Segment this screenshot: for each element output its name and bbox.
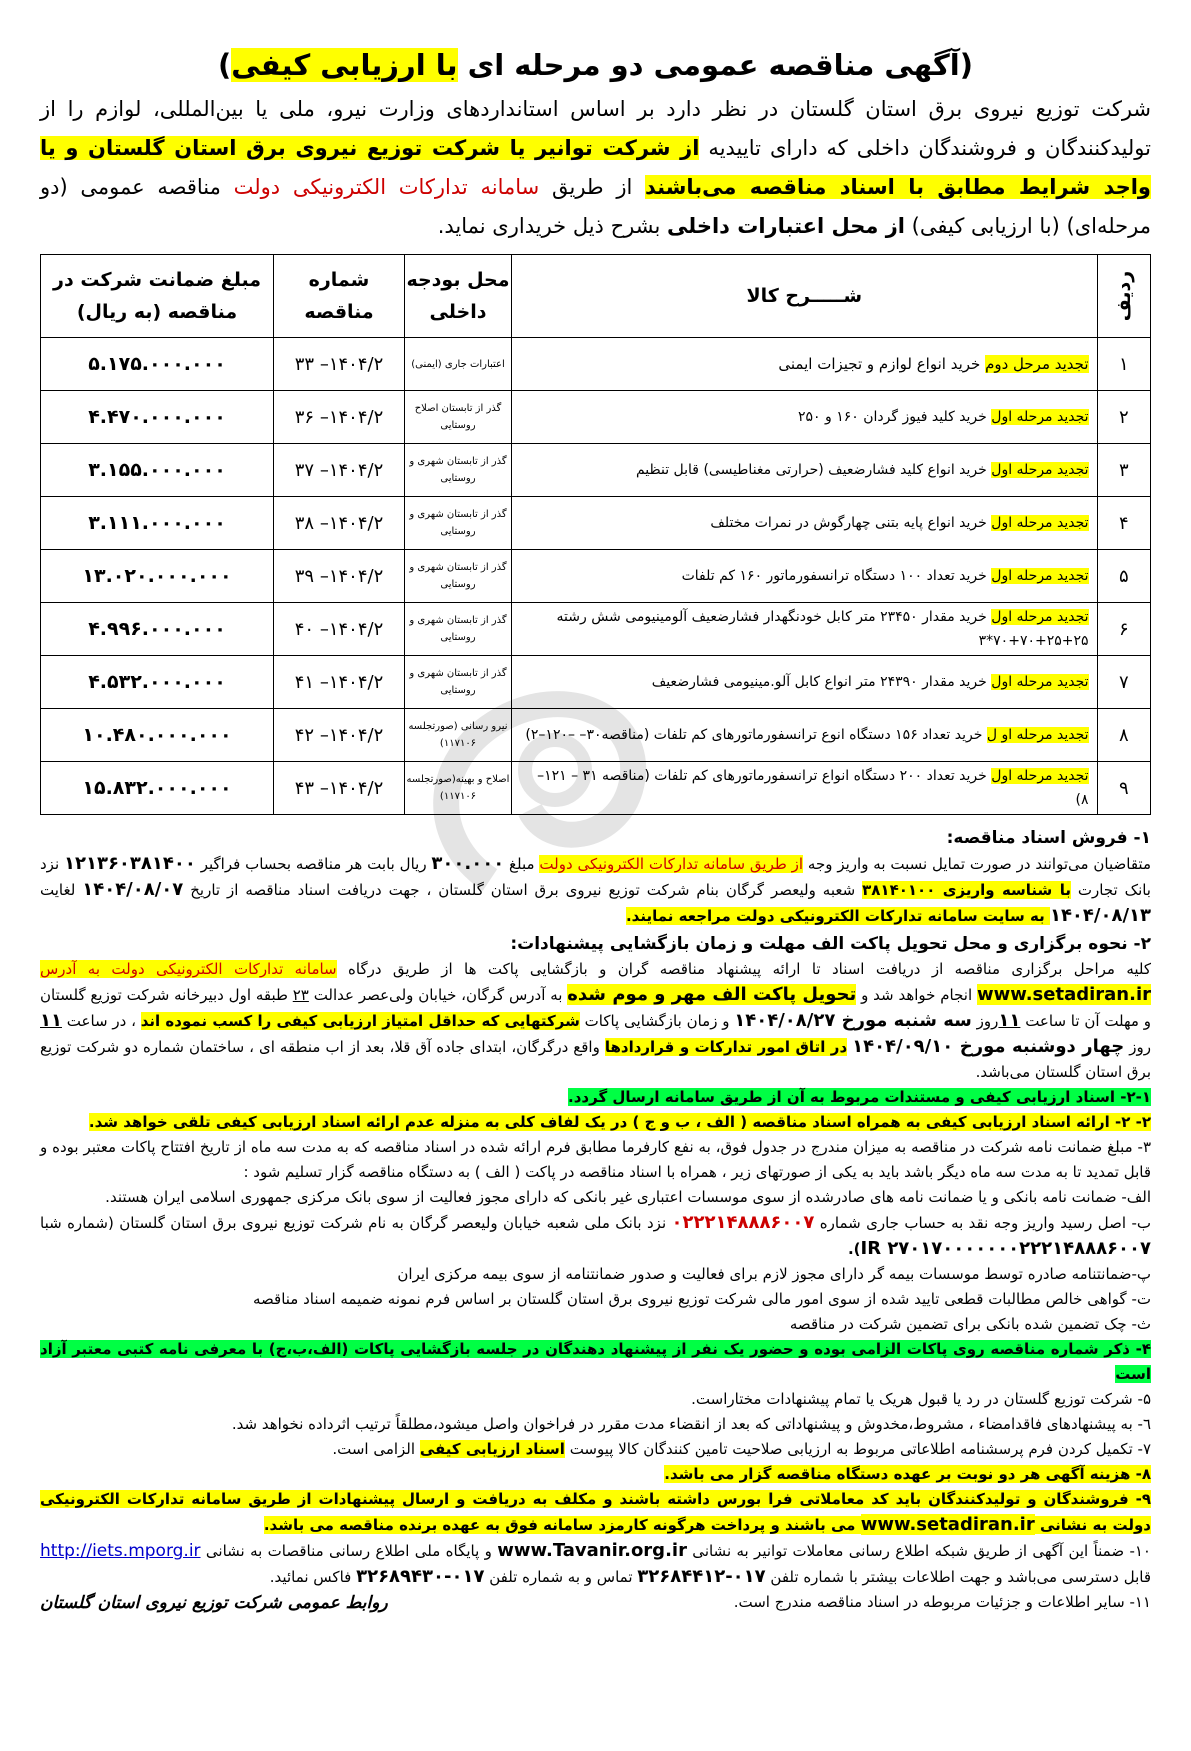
section-2-body: کلیه مراحل برگزاری مناقصه از دریافت اسناد تا ارائه پیشنهاد مناقصه گران و بازگشایی پاکت ها از طریق درگاه سامانه تدارکات الکترونیکی دولت به آدرس www.setadiran.ir انجام خواهد شد و تحویل پاکت الف مهر و موم شده به آدرس گرگان، خیابان ولی‌عصر عدالت ۲۳ طبقه اول دبیرخانه شرکت توزیع گلستان و مهلت آن تا ساعت ۱۱روز سه شنبه مورخ ۱۴۰۴/۰۸/۲۷ و زمان بازگشایی پاکات شرکتهایی که حداقل امتیاز ارزیابی کیفی را کسب نموده اند ، در ساعت ۱۱ روز چهار دوشنبه مورخ ۱۴۰۴/۰۹/۱۰ در اتاق امور تدارکات و قراردادها واقع درگرگان، ابتدای جاده آق قلا، بعد از اب منطقه ای ، ساختمان شماره دو شرکت توزیع برق استان گلستان می‌باشد.: [40, 960, 1152, 1081]
row-budget: گذر از تابستان شهری و روستایی: [405, 550, 512, 603]
row-index: ۹: [1097, 762, 1150, 815]
signature: روابط عمومی شرکت توزیع نیروی استان گلستان: [40, 1592, 388, 1613]
iets-link[interactable]: http://iets.mporg.ir: [40, 1541, 201, 1561]
row-index: ۳: [1097, 444, 1150, 497]
section-3-alef: الف- ضمانت نامه بانکی و یا ضمانت نامه های صادرشده از سوی موسسات اعتباری غیر بانکی که دارای مجوز فعالیت از سوی بانک مرکزی جمهوری اسلامی ایران هستند.: [105, 1188, 1151, 1206]
header-description: شـــــرح کالا: [512, 255, 1098, 338]
table-header-row: [41, 255, 1151, 338]
notice-title: (آگهی مناقصه عمومی دو مرحله ای با ارزیابی کیفی): [218, 48, 973, 82]
section-4: ۴- ذکر شماره مناقصه روی پاکات الزامی بوده و حضور یک نفر از پیشنهاد دهندگان در جلسه بازگشایی پاکات (الف،ب،ج) با معرفی نامه کتبی معتبر آزاد است: [40, 1340, 1151, 1383]
row-description: تجدید مرحله اول خرید مقدار ۲۴۳۹۰ متر انواع کابل آلو.مینیومی فشارضعیف: [512, 656, 1098, 709]
section-6: ٦- به پیشنهادهای فاقدامضاء ، مشروط،مخدوش و پیشنهاداتی که بعد از انقضاء مدت مقرر در فراخوان واصل میشود،مطلقاً ترتیب اثرداده نخواهد شد.: [231, 1415, 1151, 1433]
tender-notice-page: [40, 0, 1151, 1615]
row-guarantee-amount: ۱۵.۸۳۲.۰۰۰.۰۰۰: [41, 762, 274, 815]
row-tender-number: ۱۴۰۴/۲– ۴۱: [274, 656, 405, 709]
table-row: [41, 444, 1151, 497]
row-budget: گذر از تابستان شهری و روستایی: [405, 656, 512, 709]
table-row: [41, 550, 1151, 603]
intro-paragraph: شرکت توزیع نیروی برق استان گلستان در نظر دارد بر اساس استانداردهای وزارت نیرو، ملی یا بین‌المللی، لوازم را از تولیدکنندگان و فروشندگان داخلی که دارای تاییدیه از شرکت توانیر یا شرکت توزیع نیروی برق استان گلستان و یا واجد شرایط مطابق با اسناد مناقصه می‌باشند از طریق سامانه تدارکات الکترونیکی دولت مناقصه عمومی (دو مرحله‌ای) (با ارزیابی کیفی) از محل اعتبارات داخلی بشرح ذیل خریداری نماید.: [40, 97, 1151, 238]
section-3-pe: پ-ضمانتنامه صادره توسط موسسات بیمه گر دارای مجوز لازم برای فعالیت و صدور ضمانتنامه از سوی بیمه مرکزی ایران: [397, 1265, 1151, 1283]
header-row-number: ردیف: [1097, 255, 1150, 338]
header-tender-number: شماره مناقصه: [274, 255, 405, 338]
section-3-main: ۳- مبلغ ضمانت نامه شرکت در مناقصه به میزان مندرج در جدول فوق، به نفع کارفرما مطابق فرم ارائه شده در اسناد مناقصه که به مدت سه ماه از تاریخ افتتاح پاکات معتبر بوده و قابل تمدید تا به مدت سه ماه دیگر باشد باید به یکی از صورتهای زیر ، همراه با اسناد مناقصه در پاکت ( الف ) به دستگاه مناقصه گزار تسلیم شود :: [40, 1138, 1151, 1181]
row-guarantee-amount: ۴.۹۹۶.۰۰۰.۰۰۰: [41, 603, 274, 656]
section-7: ۷- تکمیل کردن فرم پرسشنامه اطلاعاتی مربوط به ارزیابی صلاحیت تامین کنندگان کالا پیوست اسناد ارزیابی کیفی الزامی است.: [332, 1440, 1151, 1458]
row-description: تجدید مرحله اول خرید تعداد ۱۰۰ دستگاه ترانسفورماتور ۱۶۰ کم تلفات: [512, 550, 1098, 603]
row-tender-number: ۱۴۰۴/۲– ۳۷: [274, 444, 405, 497]
row-description: تجدید مرحله اول خرید مقدار ۲۳۴۵۰ متر کابل خودنگهدار فشارضعیف آلومینیومی شش رشته ۲۵+۲۵+۷۰+۷۰*۳: [512, 603, 1098, 656]
table-row: [41, 762, 1151, 815]
table-row: [41, 709, 1151, 762]
header-guarantee-amount: مبلغ ضمانت شرکت در مناقصه (به ریال): [41, 255, 274, 338]
row-description: تجدید مرحله اول خرید انواع پایه بتنی چهارگوش در نمرات مختلف: [512, 497, 1098, 550]
table-row: [41, 338, 1151, 391]
table-row: [41, 656, 1151, 709]
section-9: ۹- فروشندگان و تولیدکنندگان باید کد معاملاتی فرا بورس داشته باشند و مکلف به دریافت و ارسال پیشنهادات از طریق سامانه تدارکات الکترونیکی دولت به نشانی www.setadiran.ir می باشند و پرداخت هرگونه کارمزد سامانه فوق به عهده برنده مناقصه می باشد.: [40, 1490, 1151, 1535]
section-2-2: ۲- ۲- ارائه اسناد ارزیابی کیفی به همراه اسناد مناقصه ( الف ، ب و ج ) در یک لفاف کلی به منزله عدم ارائه اسناد ارزیابی کیفی تلقی خواهد شد.: [88, 1113, 1151, 1131]
row-guarantee-amount: ۴.۵۳۲.۰۰۰.۰۰۰: [41, 656, 274, 709]
section-3-se: ث- چک تضمین شده بانکی برای تضمین شرکت در مناقصه: [789, 1315, 1151, 1333]
setadiran-link-2[interactable]: www.setadiran.ir: [860, 1514, 1035, 1535]
row-budget: گذر از تابستان شهری و روستایی: [405, 497, 512, 550]
row-tender-number: ۱۴۰۴/۲– ۳۹: [274, 550, 405, 603]
footer-line: [40, 1590, 1151, 1615]
table-row: [41, 391, 1151, 444]
row-tender-number: ۱۴۰۴/۲– ۳۸: [274, 497, 405, 550]
row-guarantee-amount: ۱۳.۰۲۰.۰۰۰.۰۰۰: [41, 550, 274, 603]
row-description: تجدید مرحل دوم خرید انواع لوازم و تجیزات ایمنی: [512, 338, 1098, 391]
row-budget: نیرو رسانی (صورتجلسه ۱۱۷۱۰۶): [405, 709, 512, 762]
row-index: ۵: [1097, 550, 1150, 603]
row-budget: اعتبارات جاری (ایمنی): [405, 338, 512, 391]
header-budget: محل بودجه داخلی: [405, 255, 512, 338]
setadiran-link[interactable]: www.setadiran.ir: [976, 984, 1152, 1005]
row-index: ۲: [1097, 391, 1150, 444]
row-index: ۶: [1097, 603, 1150, 656]
row-tender-number: ۱۴۰۴/۲– ۴۳: [274, 762, 405, 815]
row-budget: گذر از تابستان شهری و روستایی: [405, 603, 512, 656]
row-description: تجدید مرحله او ل خرید تعداد ۱۵۶ دستگاه انوع ترانسفورماتورهای کم تلفات (مناقصه۳۰– –۱۲۰–۲): [512, 709, 1098, 762]
section-2-1: ۲-۱- اسناد ارزیابی کیفی و مستندات مربوط به آن از طریق سامانه ارسال گردد.: [568, 1088, 1151, 1106]
row-description: تجدید مرحله اول خرید کلید فیوز گردان ۱۶۰ و ۲۵۰: [512, 391, 1098, 444]
section-3-te: ت- گواهی خالص مطالبات قطعی تایید شده از سوی امور مالی شرکت توزیع نیروی برق استان گلستان بر اساس فرم نمونه ضمیمه اسناد مناقصه: [252, 1290, 1151, 1308]
tavanir-link[interactable]: www.Tavanir.org.ir: [497, 1540, 687, 1561]
row-budget: اصلاح و بهینه(صورتجلسه ۱۱۷۱۰۶): [405, 762, 512, 815]
tender-table: [40, 254, 1151, 815]
row-guarantee-amount: ۴.۴۷۰.۰۰۰.۰۰۰: [41, 391, 274, 444]
section-11: ۱۱- سایر اطلاعات و جزئیات مربوطه در اسناد مناقصه مندرج است.: [733, 1593, 1151, 1611]
section-1-body: متقاضیان می‌توانند در صورت تمایل نسبت به واریز وجه از طریق سامانه تدارکات الکترونیکی دولت مبلغ ۳۰۰.۰۰۰ ریال بابت هر مناقصه بحساب فراگیر ۱۲۱۳۶۰۳۸۱۴۰۰ نزد بانک تجارت با شناسه واریزی ۳۸۱۴۰۱۰۰ شعبه ولیعصر گرگان بنام شرکت توزیع نیروی برق استان گلستان ، جهت دریافت اسناد مناقصه از تاریخ ۱۴۰۴/۰۸/۰۷ لغایت ۱۴۰۴/۰۸/۱۳ به سایت سامانه تدارکات الکترونیکی دولت مراجعه نمایند.: [40, 853, 1151, 926]
section-3-be: ب- اصل رسید واریز وجه نقد به حساب جاری شماره ۰۲۲۲۱۴۸۸۸۶۰۰۷ نزد بانک ملی شعبه خیابان ولیعصر گرگان به نام شرکت توزیع نیروی برق استان گلستان (شماره شبا IR ۲۷۰۱۷۰۰۰۰۰۰۰۲۲۲۱۴۸۸۸۶۰۰۷).: [40, 1212, 1152, 1259]
row-guarantee-amount: ۳.۱۵۵.۰۰۰.۰۰۰: [41, 444, 274, 497]
row-budget: گذر از تابستان اصلاح روستایی: [405, 391, 512, 444]
row-guarantee-amount: ۳.۱۱۱.۰۰۰.۰۰۰: [41, 497, 274, 550]
row-guarantee-amount: ۵.۱۷۵.۰۰۰.۰۰۰: [41, 338, 274, 391]
row-guarantee-amount: ۱۰.۴۸۰.۰۰۰.۰۰۰: [41, 709, 274, 762]
row-index: ۸: [1097, 709, 1150, 762]
row-tender-number: ۱۴۰۴/۲– ۴۲: [274, 709, 405, 762]
row-budget: گذر از تابستان شهری و روستایی: [405, 444, 512, 497]
section-10: ۱۰- ضمناً این آگهی از طریق شبکه اطلاع رسانی معاملات توانیر به نشانی www.Tavanir.org.ir و پایگاه ملی اطلاع رسانی مناقصات به نشانی http://iets.mporg.ir قابل دسترسی می‌باشد و جهت اطلاعات بیشتر با شماره تلفن ۰۱۷-۳۲۶۸۴۴۱۲ تماس و به شماره تلفن ۰۱۷-۳۲۶۸۹۴۳۰ فاکس نمائید.: [40, 1540, 1151, 1587]
row-description: تجدید مرحله اول خرید انواع کلید فشارضعیف (حرارتی مغناطیسی) قابل تنظیم: [512, 444, 1098, 497]
row-tender-number: ۱۴۰۴/۲– ۳۶: [274, 391, 405, 444]
row-index: ۷: [1097, 656, 1150, 709]
row-index: ۴: [1097, 497, 1150, 550]
section-2-heading: ۲- نحوه برگزاری و محل تحویل پاکت الف مهلت و زمان بازگشایی پیشنهادات:: [510, 934, 1151, 954]
row-tender-number: ۱۴۰۴/۲– ۴۰: [274, 603, 405, 656]
table-row: [41, 497, 1151, 550]
section-8: ۸- هزینه آگهی هر دو نوبت بر عهده دستگاه مناقصه گزار می باشد.: [664, 1465, 1151, 1483]
section-1-heading: ۱- فروش اسناد مناقصه:: [946, 828, 1151, 848]
row-index: ۱: [1097, 338, 1150, 391]
row-description: تجدید مرحله اول خرید تعداد ۲۰۰ دستگاه انواع ترانسفورماتورهای کم تلفات (مناقصه ۳۱ – ۱۲۱– ۸): [512, 762, 1098, 815]
table-row: [41, 603, 1151, 656]
row-tender-number: ۱۴۰۴/۲– ۳۳: [274, 338, 405, 391]
section-5: ۵- شرکت توزیع گلستان در رد یا قبول هریک یا تمام پیشنهادات مختاراست.: [691, 1390, 1151, 1408]
